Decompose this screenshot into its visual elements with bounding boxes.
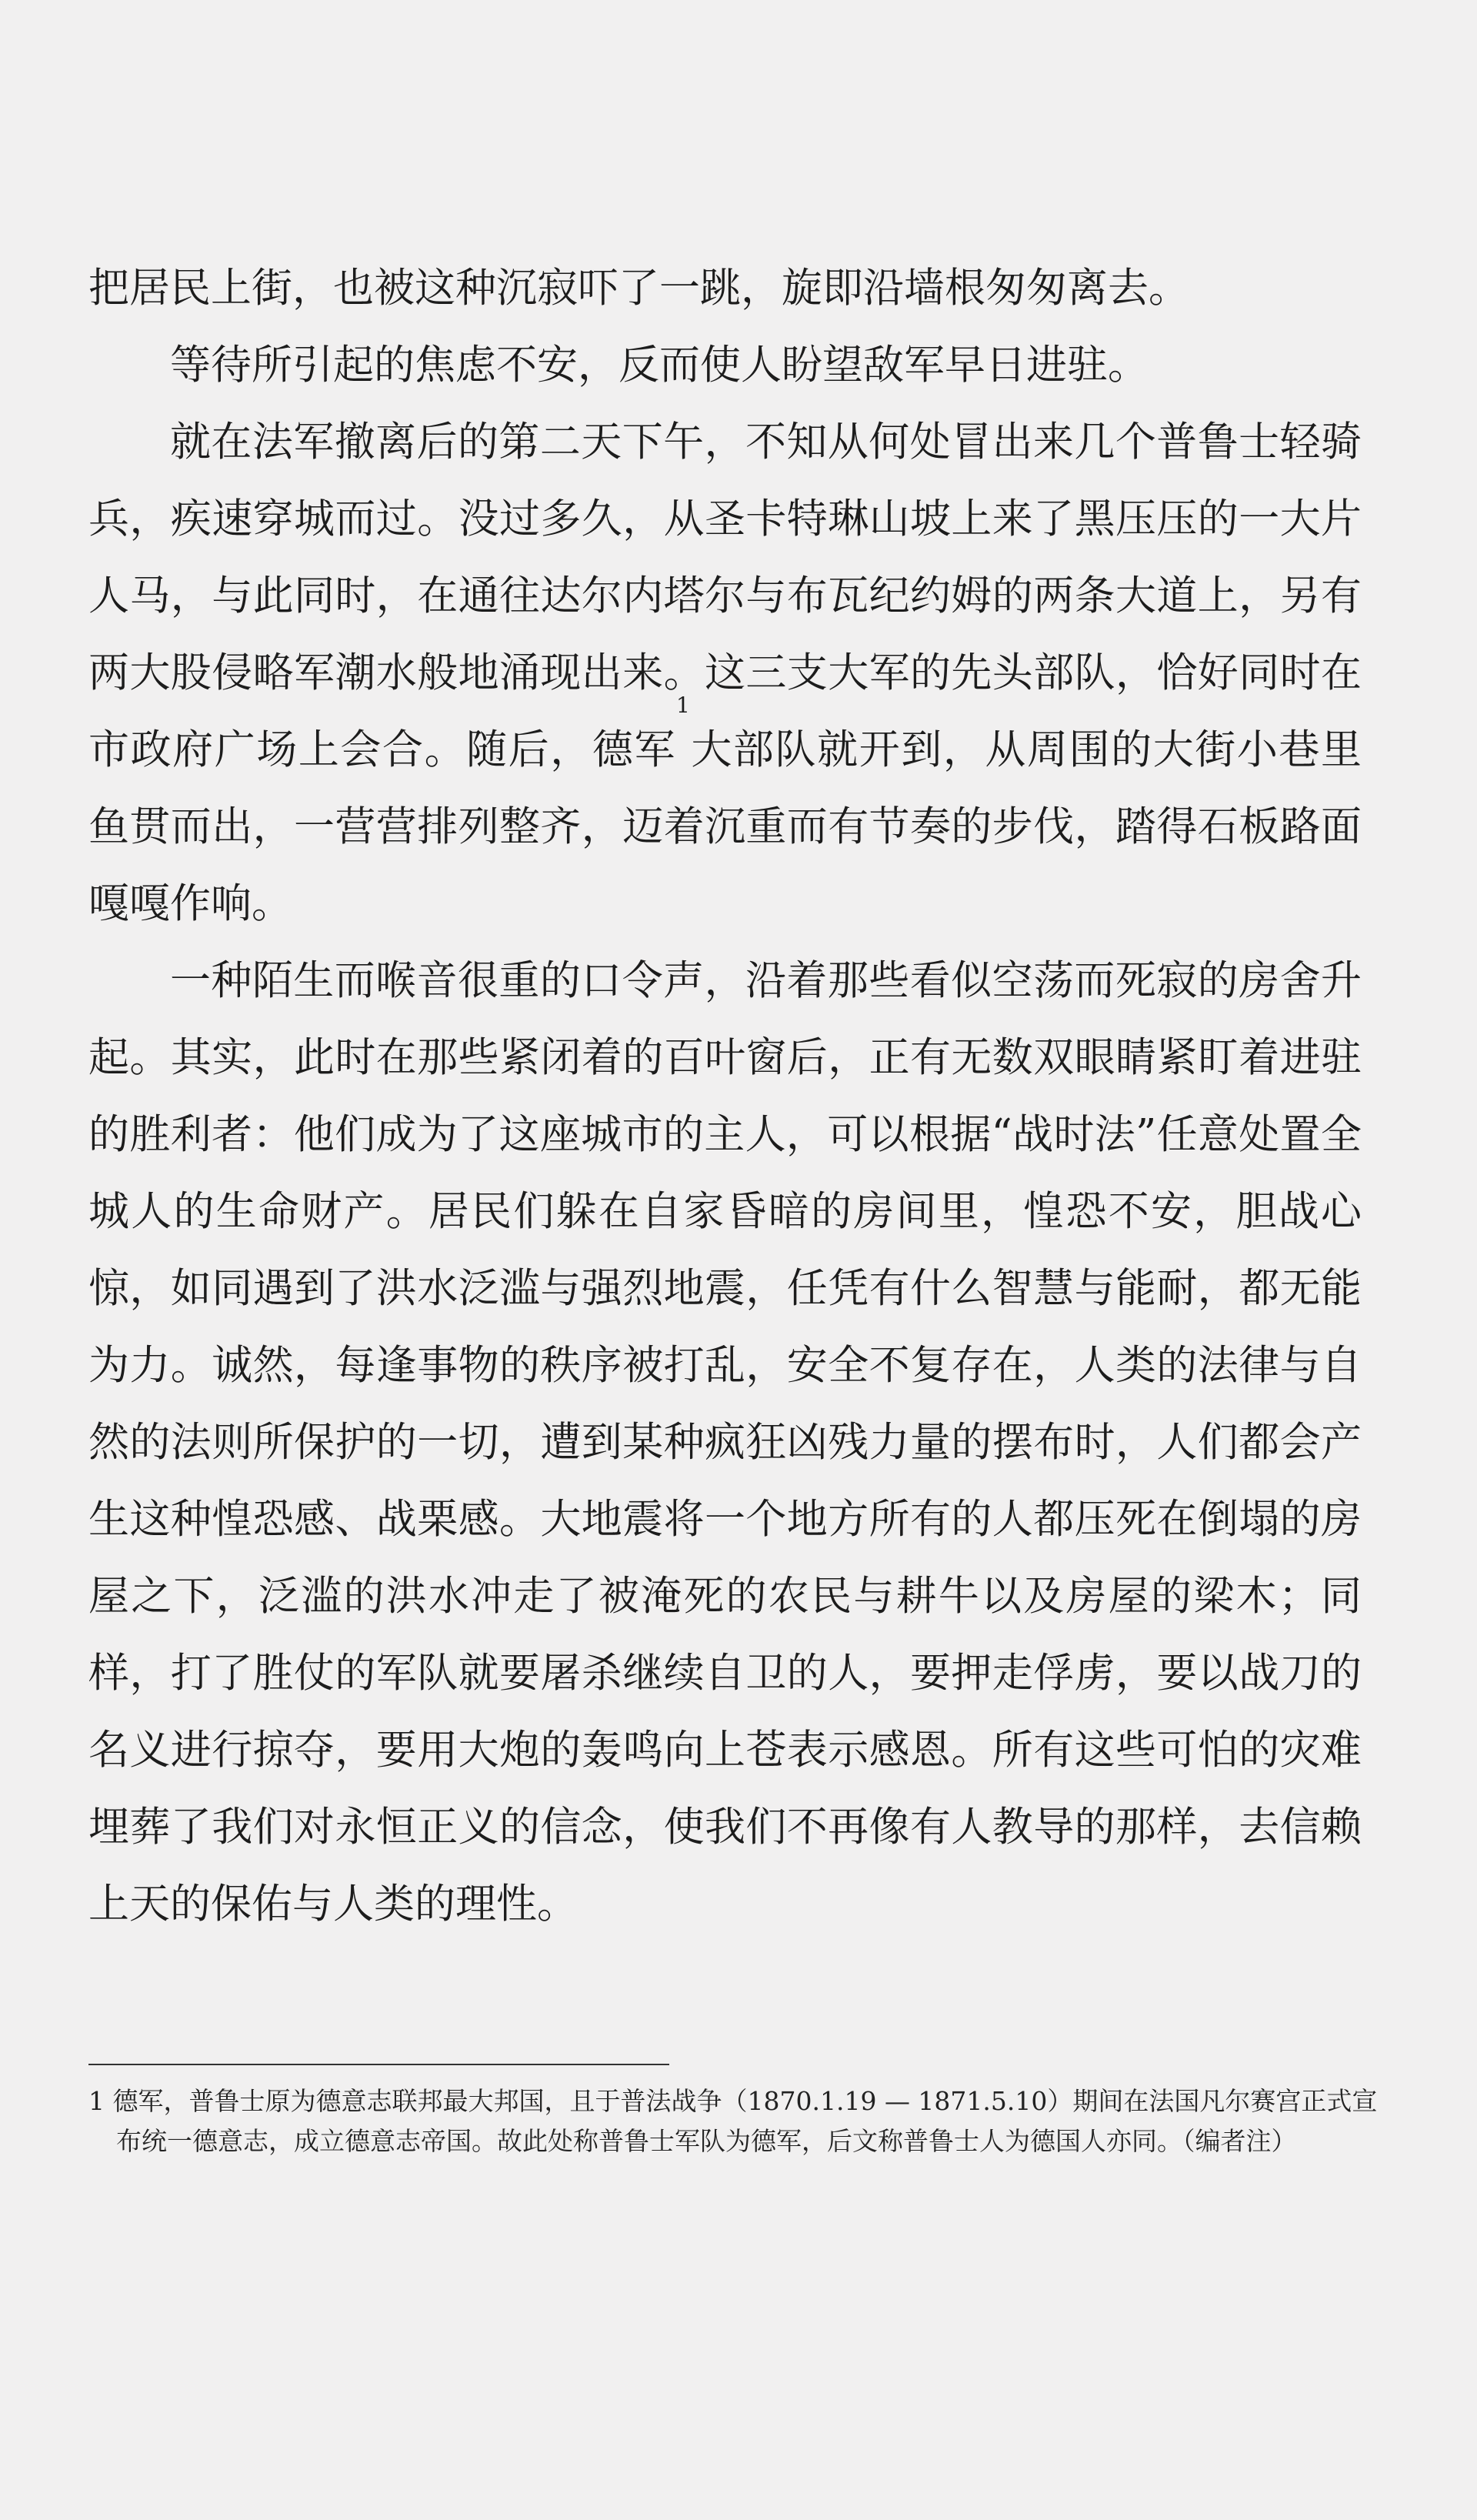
footnote-divider [88,2064,669,2065]
paragraph-2: 等待所引起的焦虑不安，反而使人盼望敌军早日进驻。 [170,342,1149,389]
footnote-text: 德军，普鲁士原为德意志联邦最大邦国，且于普法战争（1870.1.19 — 1871.5.10）期间在法国凡尔赛宫正式宣布统一德意志，成立德意志帝国。故此处称普鲁士军队为德军，后文称普鲁士人为德国人亦同。（编者注） [112,2086,1378,2156]
footnote-reference[interactable]: 1 [676,693,690,718]
paragraph-1: 把居民上街，也被这种沉寂吓了一跳，旋即沿墙根匆匆离去。 [88,265,1189,312]
paragraph-3-text-before-ref: 就在法军撤离后的第二天下午，不知从何处冒出来几个普鲁士轻骑兵，疾速穿城而过。没过多久，从圣卡特琳山坡上来了黑压压的一大片人马，与此同时，在通往达尔内塔尔与布瓦纪约姆的两条大道上，另有两大股侵略军潮水般地涌现出来。这三支大军的先头部队，恰好同时在市政府广场上会合。随后，德军 [88,419,1362,773]
body-text [88,250,1362,1943]
footnote [88,2081,1385,2161]
paragraph-3 [88,404,1362,943]
footnote-number: 1 [88,2086,105,2116]
paragraph-3-text-after-ref: 大部队就开到，从周围的大街小巷里鱼贯而出，一营营排列整齐，迈着沉重而有节奏的步伐，踏得石板路面嘎嘎作响。 [88,726,1362,927]
paragraph-4: 一种陌生而喉音很重的口令声，沿着那些看似空荡而死寂的房舍升起。其实，此时在那些紧闭着的百叶窗后，正有无数双眼睛紧盯着进驻的胜利者：他们成为了这座城市的主人，可以根据“战时法”任意处置全城人的生命财产。居民们躲在自家昏暗的房间里，惶恐不安，胆战心惊，如同遇到了洪水泛滥与强烈地震，任凭有什么智慧与能耐，都无能为力。诚然，每逢事物的秩序被打乱，安全不复存在，人类的法律与自然的法则所保护的一切，遭到某种疯狂凶残力量的摆布时，人们都会产生这种惶恐感、战栗感。大地震将一个地方所有的人都压死在倒塌的房屋之下，泛滥的洪水冲走了被淹死的农民与耕牛以及房屋的梁木；同样，打了胜仗的军队就要屠杀继续自卫的人，要押走俘虏，要以战刀的名义进行掠夺，要用大炮的轰鸣向上苍表示感恩。所有这些可怕的灾难埋葬了我们对永恒正义的信念，使我们不再像有人教导的那样，去信赖上天的保佑与人类的理性。 [88,957,1362,1928]
